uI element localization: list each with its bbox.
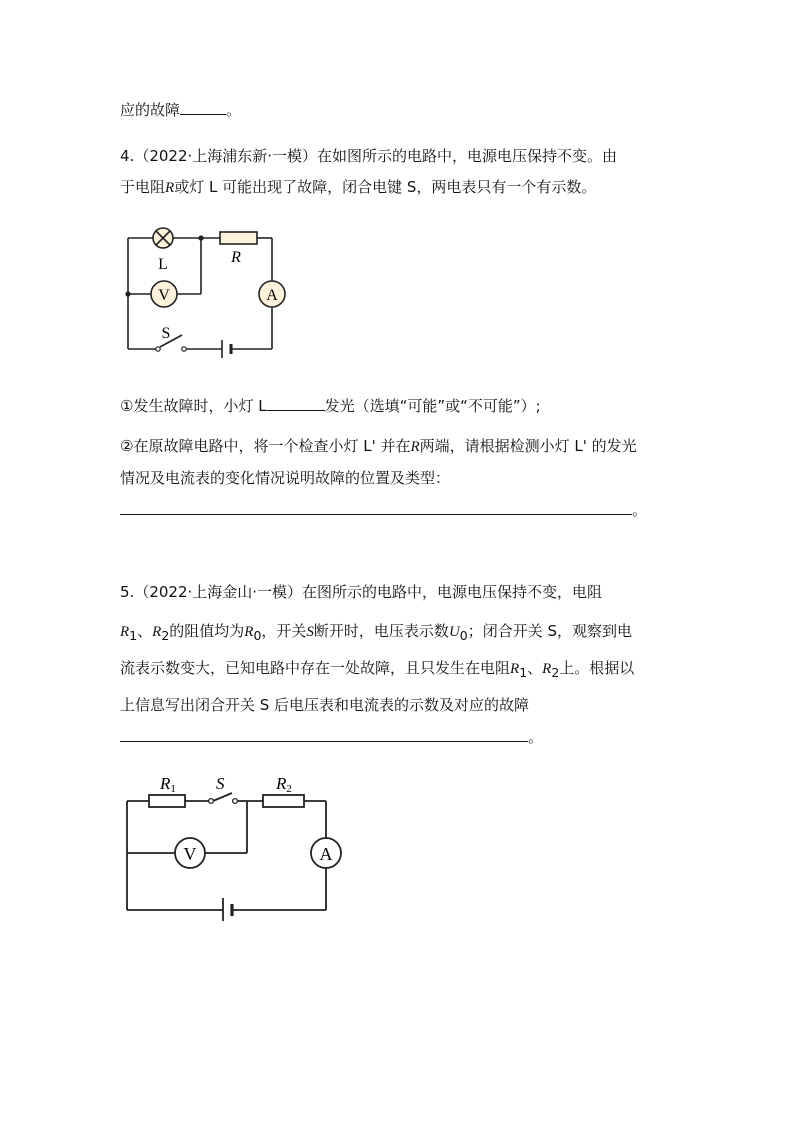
q4-circuit-diagram [120,222,280,357]
resistor-r2-icon [263,795,304,807]
q4-sub2-line2: 情况及电流表的变化情况说明故障的位置及类型： [120,469,451,487]
q5-stem-line1: 5.（2022·上海金山·一模）在图所示的电路中，电源电压保持不变，电阻 [120,583,603,601]
q4-stem-line1: 4.（2022·上海浦东新·一模）在如图所示的电路中，电源电压保持不变。由 [120,147,618,165]
r1-label: R1 [160,774,176,795]
question-source: （2022·上海金山·一模） [134,583,303,601]
junction-dot [125,291,130,296]
q4-stem-line2: 于电阻R或灯 L 可能出现了故障，闭合电键 S，两电表只有一个有示数。 [120,178,597,196]
answer-blank[interactable] [180,100,226,115]
resistor-icon [220,232,257,244]
q4-answer-line: 。 [120,500,647,520]
q5-circuit-diagram [120,770,340,920]
resistor-r1-icon [149,795,185,807]
switch-contact [156,347,160,351]
tail-text: 应的故障 [120,101,181,119]
voltmeter-label: V [158,287,170,304]
q5-stem-line3: 流表示数变大，已知电路中存在一处故障，且只发生在电阻$R_1$、$R_2$上。根据以 [120,659,635,680]
q4-sub2-line1: ②在原故障电路中，将一个检查小灯 L' 并在R两端，请根据检测小灯 L' 的发光 [120,437,637,455]
junction-dot [198,235,203,240]
question-number: 4. [120,147,135,165]
answer-blank[interactable] [120,727,528,742]
ammeter-label: A [266,287,278,304]
question-number: 5. [120,583,135,601]
resistor-label: R [231,249,241,266]
answer-blank[interactable] [120,500,632,515]
ammeter-label: A [319,844,333,864]
switch-contact [209,799,214,804]
q4-sub1: ①发生故障时，小灯 L 发光（选填“可能”或“不可能”）; [120,397,541,415]
switch-label: S [216,774,225,793]
q5-answer-line: 。 [120,727,543,747]
q5-stem-line2: $R_1$、$R_2$的阻值均为$R_0$，开关S断开时，电压表示数$U_0$；闭合开关 S，观察到电 [120,622,633,643]
switch-contact [182,347,186,351]
lamp-label: L [158,256,168,273]
answer-blank[interactable] [267,396,325,411]
voltmeter-label: V [183,844,197,864]
switch-contact [233,799,238,804]
switch-label: S [161,325,171,342]
previous-question-tail: 应的故障 。 [120,101,242,119]
r2-label: R2 [276,774,292,795]
lamp-icon [153,228,173,248]
q5-stem-line4: 上信息写出闭合开关 S 后电压表和电流表的示数及对应的故障 [120,696,530,714]
question-source: （2022·上海浦东新·一模） [134,147,318,165]
